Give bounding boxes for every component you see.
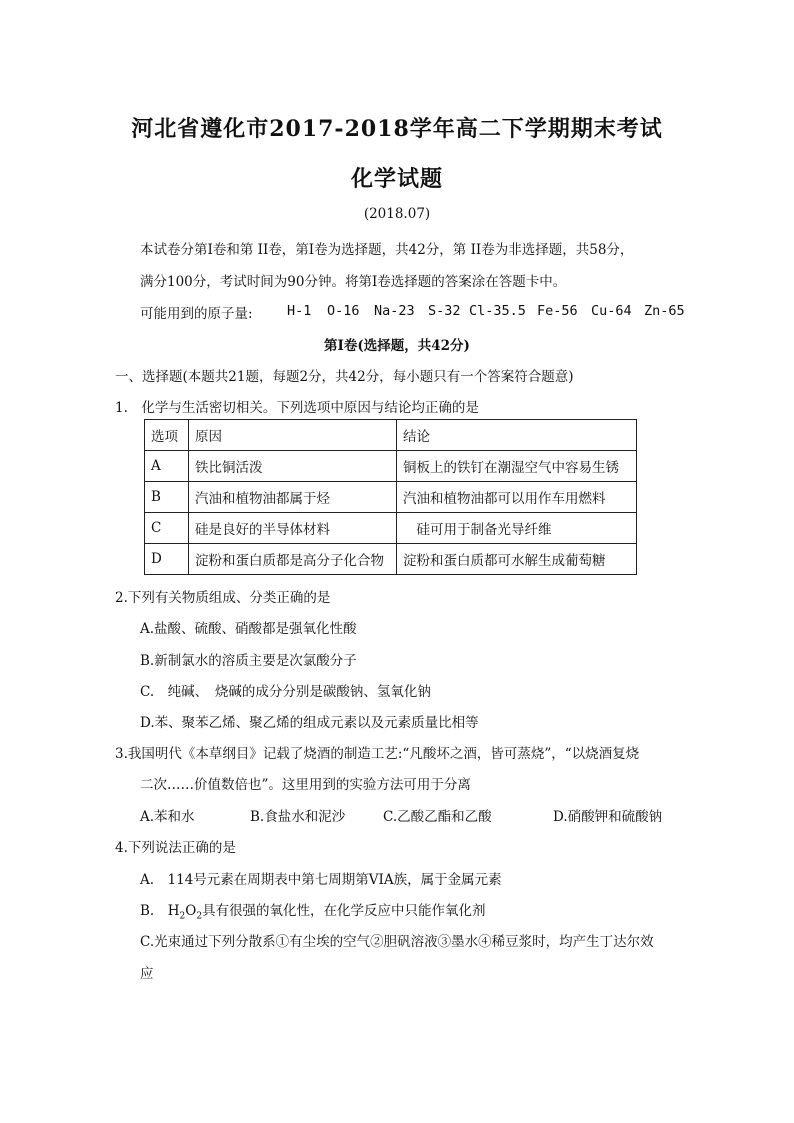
question-1-stem: 1. 化学与生活密切相关。下列选项中原因与结论均正确的是: [115, 400, 479, 416]
question-3-option-c: C.乙酸乙酯和乙酸: [383, 809, 492, 825]
table-header-cell: 原因: [189, 420, 397, 451]
option-b-prefix: B. H: [140, 903, 180, 919]
intro-line-2: 满分100分，考试时间为90分钟。将第Ⅰ卷选择题的答案涂在答题卡中。: [140, 274, 567, 290]
question-4-option-c-line-1: C.光束通过下列分散系①有尘埃的空气②胆矾溶液③墨水④稀豆浆时，均产生丁达尔效: [140, 934, 654, 950]
option-b-text: 具有很强的氧化性，在化学反应中只能作氧化剂: [202, 903, 486, 919]
question-2-option-c: C. 纯碱、 烧碱的成分分别是碳酸钠、氢氧化钠: [140, 684, 431, 700]
question-4-option-c-line-2: 应: [140, 966, 154, 982]
table-cell: 硅是良好的半导体材料: [189, 513, 397, 544]
table-cell: A: [145, 451, 189, 482]
section-instruction: 一、选择题(本题共21题，每题2分，共42分，每小题只有一个答案符合题意): [115, 369, 574, 385]
table-header-cell: 选项: [145, 420, 189, 451]
question-2-option-d: D.苯、聚苯乙烯、聚乙烯的组成元素以及元素质量比相等: [140, 715, 479, 731]
table-cell: 铜板上的铁钉在潮湿空气中容易生锈: [397, 451, 637, 482]
atomic-mass-o: O-16: [327, 303, 360, 319]
question-4-option-a: A. 114号元素在周期表中第七周期第VIA族，属于金属元素: [140, 872, 502, 888]
question-3-option-a: A.苯和水: [140, 809, 195, 825]
question-3-stem-line-1: 3.我国明代《本草纲目》记载了烧酒的制造工艺:“凡酸坏之酒，皆可蒸烧”，“以烧酒复烧: [115, 746, 640, 762]
exam-subtitle: 化学试题: [350, 166, 443, 192]
atomic-mass-na: Na-23: [374, 303, 415, 319]
question-2-option-a: A.盐酸、硫酸、硝酸都是强氧化性酸: [140, 621, 357, 637]
table-row: [145, 513, 637, 544]
question-2-option-b: B.新制氯水的溶质主要是次氯酸分子: [140, 653, 357, 669]
question-2-stem: 2.下列有关物质组成、分类正确的是: [115, 590, 331, 606]
table-cell: 汽油和植物油都可以用作车用燃料: [397, 482, 637, 513]
table-cell: B: [145, 482, 189, 513]
exam-title: 河北省遵化市2017-2018学年高二下学期期末考试: [131, 116, 663, 142]
question-3-option-d: D.硝酸钾和硫酸钠: [553, 809, 663, 825]
table-cell: 淀粉和蛋白质都可水解生成葡萄糖: [397, 544, 637, 575]
table-row: [145, 451, 637, 482]
atomic-mass-zn: Zn-65: [644, 303, 685, 319]
section-heading: 第Ⅰ卷(选择题，共42分): [324, 338, 470, 354]
table-cell: D: [145, 544, 189, 575]
formula-subscript: 2: [179, 911, 186, 922]
table-cell: 硅可用于制备光导纤维: [397, 513, 637, 544]
question-3-stem-line-2: 二次……价值数倍也”。这里用到的实验方法可用于分离: [140, 777, 471, 793]
table-row: [145, 544, 637, 575]
atomic-mass-h: H-1: [287, 303, 312, 319]
question-3-option-b: B.食盐水和泥沙: [250, 809, 346, 825]
table-cell: 淀粉和蛋白质都是高分子化合物: [189, 544, 397, 575]
atomic-mass-s: S-32: [428, 303, 461, 319]
table-header-row: [145, 420, 637, 451]
intro-line-1: 本试卷分第Ⅰ卷和第 II卷，第Ⅰ卷为选择题，共42分，第 II卷为非选择题，共58分，: [140, 242, 634, 258]
option-b-element: O: [185, 903, 197, 919]
table-header-cell: 结论: [397, 420, 637, 451]
question-4-stem: 4.下列说法正确的是: [115, 840, 236, 856]
atomic-mass-cl: Cl-35.5: [469, 303, 526, 319]
table-row: [145, 482, 637, 513]
exam-date: (2018.07): [363, 206, 431, 222]
table-cell: 汽油和植物油都属于烃: [189, 482, 397, 513]
formula-subscript: 2: [196, 911, 203, 922]
question-1-table: [144, 419, 637, 575]
atomic-mass-fe: Fe-56: [537, 303, 578, 319]
question-4-option-b: [140, 899, 486, 922]
table-cell: 铁比铜活泼: [189, 451, 397, 482]
atomic-mass-cu: Cu-64: [591, 303, 632, 319]
atomic-mass-label: 可能用到的原子量:: [140, 306, 253, 322]
table-cell: C: [145, 513, 189, 544]
